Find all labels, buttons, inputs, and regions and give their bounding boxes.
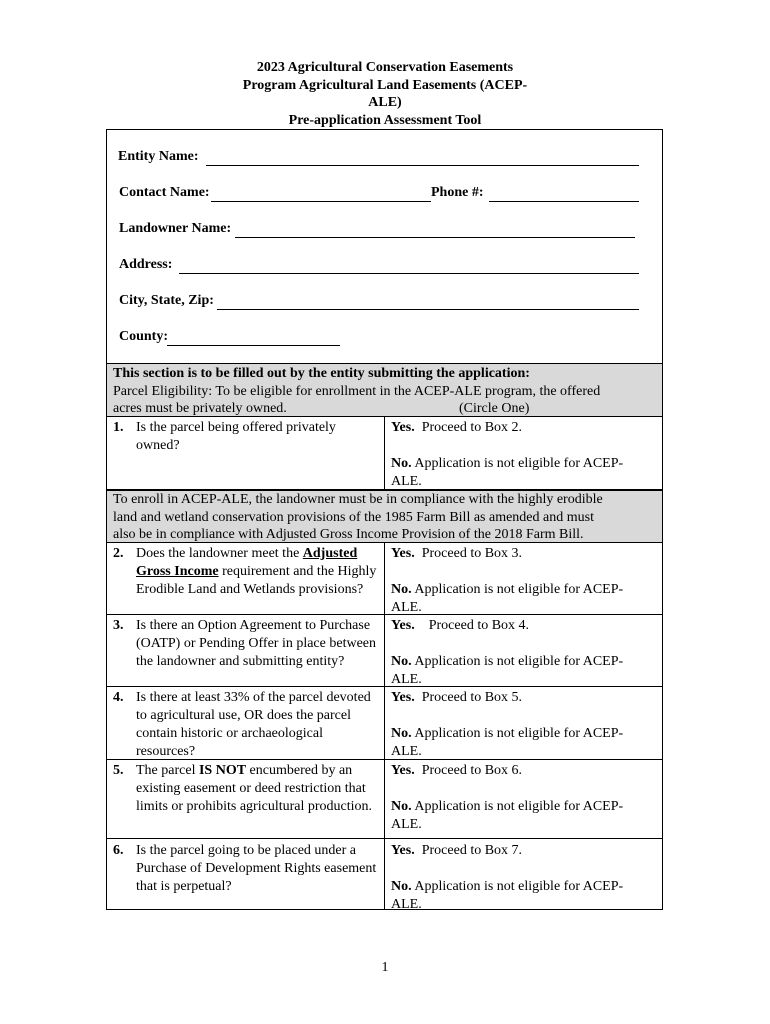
entity-name-field[interactable]	[206, 165, 639, 166]
no-option[interactable]: Application is not eligible for ACEP-ALE.	[391, 799, 624, 832]
assessment-form	[106, 129, 663, 910]
question-text: Is the parcel going to be placed under a Purchase of Development Rights easement that is perpetual?	[136, 843, 377, 894]
city-state-zip-label: City, State, Zip:	[119, 293, 214, 308]
phone-field[interactable]	[489, 201, 639, 202]
address-label: Address:	[119, 257, 173, 272]
question-number: 1.	[113, 420, 124, 435]
yes-option[interactable]: Proceed to Box 5.	[421, 690, 523, 705]
question-row-4	[107, 687, 662, 760]
landowner-name-field[interactable]	[235, 237, 635, 238]
answer-options[interactable]: Yes. Proceed to Box 4. No. Application is not eligible for ACEP-ALE.	[391, 618, 624, 687]
question-number: 4.	[113, 690, 124, 705]
question-row-5: 5. The parcel IS NOT encumbered by an existing easement or deed restriction that limits or prohibits agricultural production. Yes. Proceed to Box 6. No. Application is not eligible for ACEP-ALE.	[107, 760, 662, 839]
agi-emphasis: Adjusted Gross Income	[136, 546, 358, 579]
yes-option[interactable]: Proceed to Box 7.	[421, 843, 523, 858]
phone-label: Phone #:	[431, 185, 484, 200]
section-compliance-header	[107, 490, 662, 543]
document-title	[0, 59, 770, 129]
question-number: 6.	[113, 843, 124, 858]
landowner-name-label: Landowner Name:	[119, 221, 232, 236]
title-line-4: Pre-application Assessment Tool	[288, 112, 482, 128]
section-heading: This section is to be filled out by the entity submitting the application:	[113, 366, 530, 381]
question-row-3	[107, 615, 662, 687]
question-number: 5.	[113, 763, 124, 778]
title-line-1: 2023 Agricultural Conservation Easements	[256, 60, 514, 75]
no-option[interactable]: Application is not eligible for ACEP-ALE.	[391, 879, 624, 912]
county-label: County:	[119, 329, 169, 344]
no-option[interactable]: Application is not eligible for ACEP-ALE.	[391, 654, 624, 687]
answer-options[interactable]: Yes. Proceed to Box 3. No. Application is not eligible for ACEP-ALE.	[391, 546, 624, 615]
question-row-2: 2. Does the landowner meet the Adjusted Gross Income requirement and the Highly Erodible Land and Wetlands provisions? Yes. Proceed to Box 3. No. Application is not eligible for ACEP-ALE.	[107, 543, 662, 615]
question-text: Is there at least 33% of the parcel devoted to agricultural use, OR does the parcel contain historic or archaeological resources?	[136, 690, 371, 759]
answer-options[interactable]: Yes. Proceed to Box 5. No. Application is not eligible for ACEP-ALE.	[391, 690, 624, 759]
yes-option[interactable]: Proceed to Box 4.	[428, 618, 530, 633]
no-option[interactable]: Application is not eligible for ACEP-ALE.	[391, 726, 624, 759]
no-option[interactable]: Application is not eligible for ACEP-ALE.	[391, 582, 624, 615]
yes-option[interactable]: Proceed to Box 2.	[421, 420, 523, 435]
contact-name-label: Contact Name:	[119, 185, 210, 200]
title-line-3: ALE)	[368, 95, 402, 110]
question-number: 3.	[113, 618, 124, 633]
question-row-6	[107, 839, 662, 910]
is-not-emphasis: IS NOT	[198, 763, 247, 778]
compliance-text-3: also be in compliance with Adjusted Gross Income Provision of the 2018 Farm Bill.	[113, 527, 584, 542]
circle-one-label: (Circle One)	[459, 401, 530, 416]
contact-name-field[interactable]	[211, 201, 431, 202]
question-number: 2.	[113, 546, 124, 561]
yes-option[interactable]: Proceed to Box 3.	[421, 546, 523, 561]
yes-option[interactable]: Proceed to Box 6.	[421, 763, 523, 778]
section-eligibility-header	[107, 363, 662, 417]
answer-options[interactable]: Yes. Proceed to Box 6. No. Application is not eligible for ACEP-ALE.	[391, 763, 624, 832]
section-eligibility-text-2: acres must be privately owned.	[113, 401, 287, 416]
page-number: 1	[381, 960, 389, 975]
section-eligibility-text: Parcel Eligibility: To be eligible for enrollment in the ACEP-ALE program, the offered	[113, 383, 601, 399]
answer-options[interactable]: Yes. Proceed to Box 7. No. Application is not eligible for ACEP-ALE.	[391, 843, 624, 912]
entity-name-label: Entity Name:	[118, 149, 199, 164]
address-field[interactable]	[179, 273, 639, 274]
city-state-zip-field[interactable]	[217, 309, 639, 310]
answer-options[interactable]: Yes. Proceed to Box 2. No. Application is not eligible for ACEP-ALE.	[391, 420, 624, 489]
county-field[interactable]	[167, 345, 340, 346]
question-text: Is the parcel being offered privately owned?	[136, 420, 336, 453]
title-line-2: Program Agricultural Land Easements (ACEP-	[242, 77, 528, 93]
no-option[interactable]: Application is not eligible for ACEP-ALE.	[391, 456, 624, 489]
compliance-text-2: land and wetland conservation provisions of the 1985 Farm Bill as amended and must	[113, 509, 594, 525]
question-text: Is there an Option Agreement to Purchase (OATP) or Pending Offer in place between the landowner and submitting entity?	[136, 618, 377, 669]
compliance-text-1: To enroll in ACEP-ALE, the landowner must be in compliance with the highly erodible	[113, 492, 603, 507]
question-row-1	[107, 417, 662, 490]
